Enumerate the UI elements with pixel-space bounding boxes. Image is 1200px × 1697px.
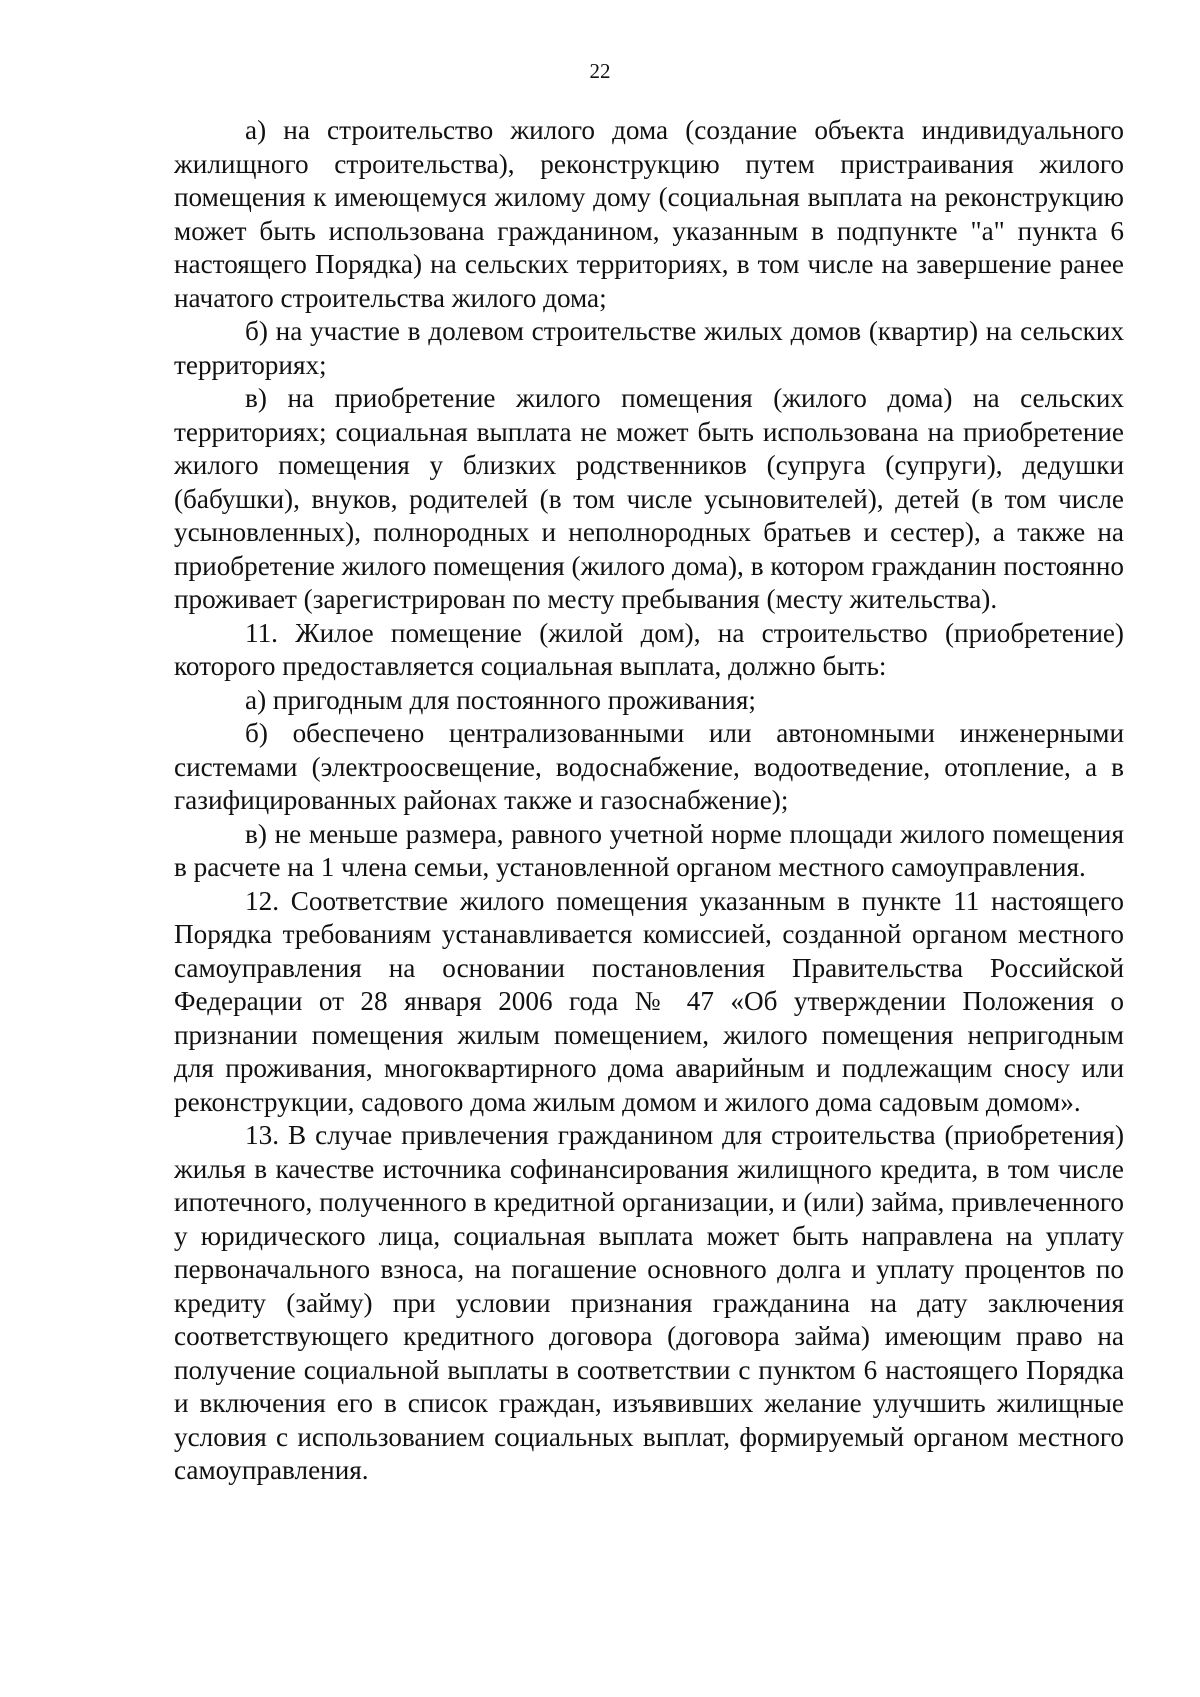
paragraph-11: 11. Жилое помещение (жилой дом), на строительство (приобретение) которого предоставляется социальная выплата, должно быть: [174,617,1124,681]
paragraph-12: 12. Соответствие жилого помещения указанным в пункте 11 настоящего Порядка требованиям устанавливается комиссией, созданной органом местного самоуправления на основании постановления Правительства Российской Федерации от 28 января 2006 года № 47 «Об утверждении Положения о признании помещения жилым помещением, жилого помещения непригодным для проживания, многоквартирного дома аварийным и подлежащим сносу или реконструкции, садового дома жилым домом и жилого дома садовым домом». [174,885,1124,1117]
paragraph-11v: в) не меньше размера, равного учетной норме площади жилого помещения в расчете на 1 члена семьи, установленной органом местного самоуправления. [174,818,1124,882]
paragraph-10a: а) на строительство жилого дома (создание объекта индивидуального жилищного строительства), реконструкцию путем пристраивания жилого помещения к имеющемуся жилому дому (социальная выплата на реконструкцию может быть использована гражданином, указанным в подпункте "а" пункта 6 настоящего Порядка) на сельских территориях, в том числе на завершение ранее начатого строительства жилого дома; [174,115,1124,313]
paragraph-11b: б) обеспечено централизованными или автономными инженерными системами (электроосвещение, водоснабжение, водоотведение, отопление, а в газифицированных районах также и газоснабжение); [174,718,1124,815]
paragraph-13: 13. В случае привлечения гражданином для строительства (приобретения) жилья в качестве источника софинансирования жилищного кредита, в том числе ипотечного, полученного в кредитной организации, и (или) займа, привлеченного у юридического лица, социальная выплата может быть направлена на уплату первоначального взноса, на погашение основного долга и уплату процентов по кредиту (займу) при условии признания гражданина на дату заключения соответствующего кредитного договора (договора займа) имеющим право на получение социальной выплаты в соответствии с пунктом 6 настоящего Порядка и включения его в список граждан, изъявивших желание улучшить жилищные условия с использованием социальных выплат, формируемый органом местного самоуправления. [174,1120,1124,1485]
paragraph-10b: б) на участие в долевом строительстве жилых домов (квартир) на сельских территориях; [174,316,1124,380]
paragraph-11a: а) пригодным для постоянного проживания; [245,684,756,715]
paragraph-10v: в) на приобретение жилого помещения (жилого дома) на сельских территориях; социальная выплата не может быть использована на приобретение жилого помещения у близких родственников (супруга (супруги), дедушки (бабушки), внуков, родителей (в том числе усыновителей), детей (в том числе усыновленных), полнородных и неполнородных братьев и сестер), а также на приобретение жилого помещения (жилого дома), в котором гражданин постоянно проживает (зарегистрирован по месту пребывания (месту жительства). [174,383,1124,614]
page-number: 22 [589,59,611,83]
document-body [174,114,1124,1488]
